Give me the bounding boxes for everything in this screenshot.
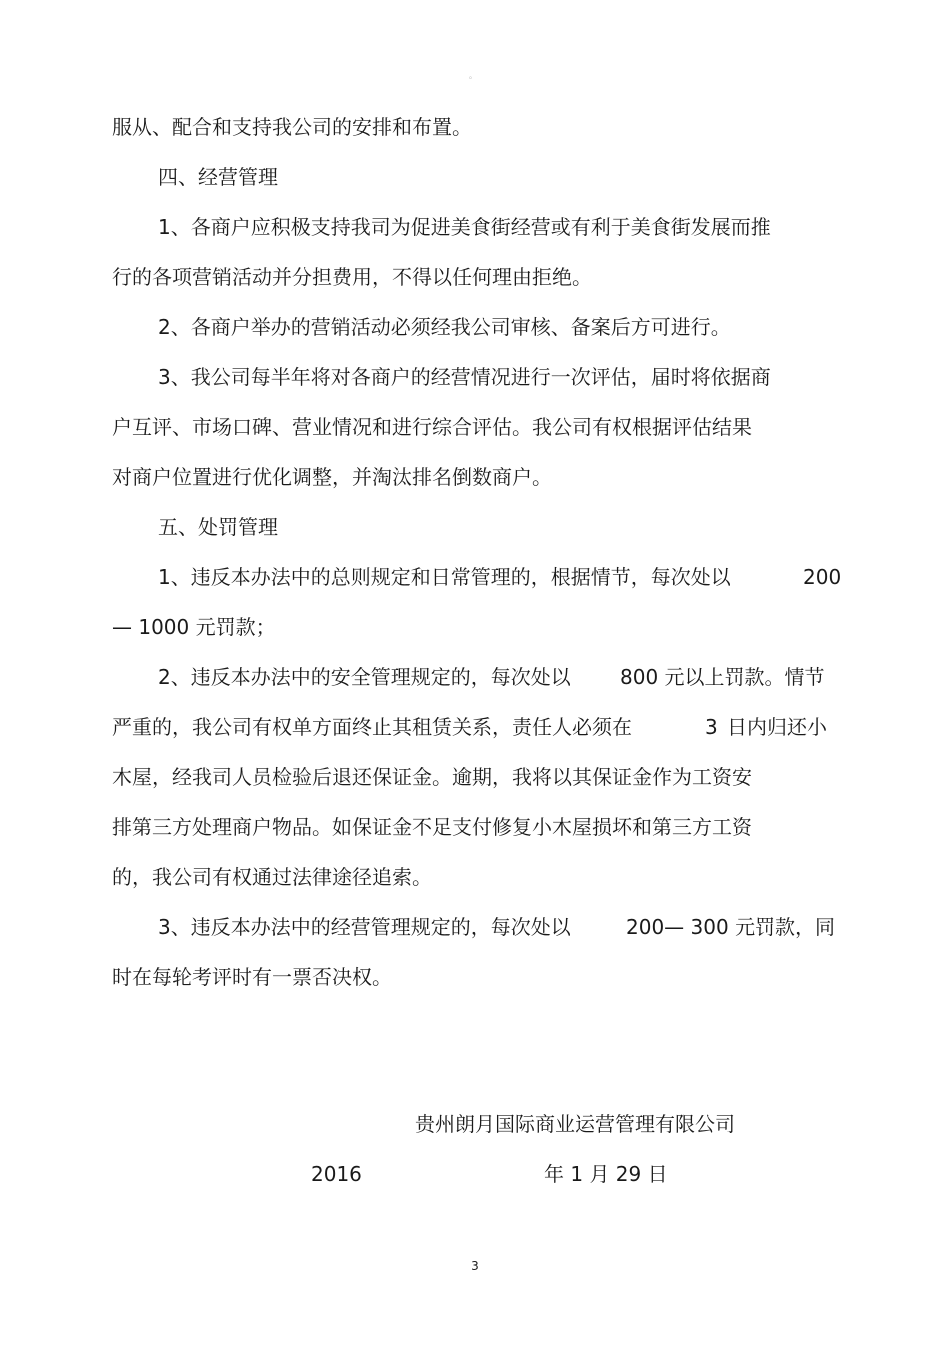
- page-number: 3: [471, 1259, 479, 1273]
- header-mark: 。: [469, 71, 477, 80]
- body-line: 排第三方处理商户物品。如保证金不足支付修复小木屋损坏和第三方工资: [112, 815, 752, 839]
- body-line: 行的各项营销活动并分担费用，不得以任何理由拒绝。: [112, 265, 592, 289]
- body-line-fragment: 200: [803, 565, 842, 589]
- body-line: 服从、配合和支持我公司的安排和布置。: [112, 115, 472, 139]
- body-line: 对商户位置进行优化调整，并淘汰排名倒数商户。: [112, 465, 552, 489]
- signature-date: 年 1 月 29 日: [544, 1162, 668, 1186]
- body-line: 3、我公司每半年将对各商户的经营情况进行一次评估，届时将依据商: [158, 365, 771, 389]
- body-line: 2、各商户举办的营销活动必须经我公司审核、备案后方可进行。: [158, 315, 731, 339]
- body-line: 时在每轮考评时有一票否决权。: [112, 965, 392, 989]
- body-line: — 1000 元罚款；: [112, 615, 276, 639]
- body-line: 的，我公司有权通过法律途径追索。: [112, 865, 432, 889]
- body-line-fragment: 3: [705, 715, 718, 739]
- body-line: 严重的，我公司有权单方面终止其租赁关系，责任人必须在: [112, 715, 632, 739]
- section-heading: 四、经营管理: [158, 165, 278, 189]
- body-line-fragment: 800 元以上罚款。情节: [620, 665, 825, 689]
- body-line: 3、违反本办法中的经营管理规定的，每次处以: [158, 915, 571, 939]
- signature-company: 贵州朗月国际商业运营管理有限公司: [415, 1112, 735, 1136]
- body-line: 1、各商户应积极支持我司为促进美食街经营或有利于美食街发展而推: [158, 215, 771, 239]
- section-heading: 五、处罚管理: [158, 515, 278, 539]
- body-line-fragment: 日内归还小: [727, 715, 827, 739]
- body-line: 户互评、市场口碑、营业情况和进行综合评估。我公司有权根据评估结果: [112, 415, 752, 439]
- signature-year: 2016: [311, 1162, 362, 1186]
- body-line-fragment: 200— 300 元罚款，同: [626, 915, 836, 939]
- body-line: 木屋，经我司人员检验后退还保证金。逾期，我将以其保证金作为工资安: [112, 765, 752, 789]
- body-line: 2、违反本办法中的安全管理规定的，每次处以: [158, 665, 571, 689]
- body-line: 1、违反本办法中的总则规定和日常管理的，根据情节，每次处以: [158, 565, 731, 589]
